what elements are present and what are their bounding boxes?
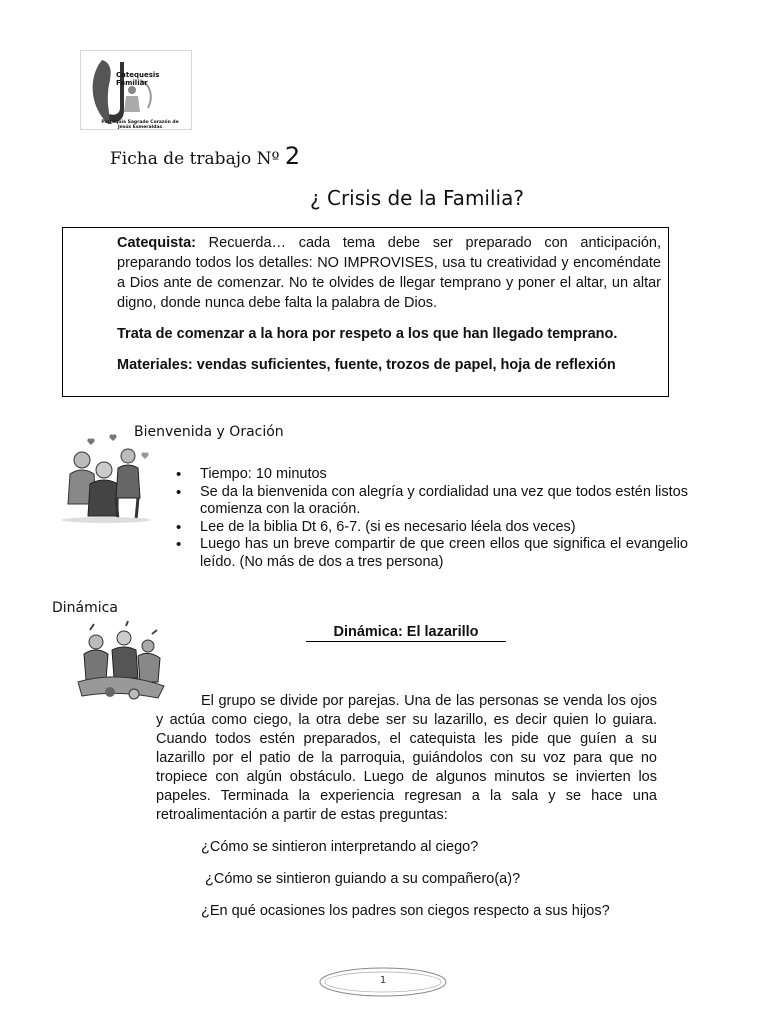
materials-note [117, 355, 661, 375]
worksheet-number: 2 [284, 142, 301, 170]
catequista-text: Recuerda… cada tema debe ser preparado con anticipación, preparando todos los detalles: NO IMPROVISES, usa tu creatividad y encoméndate a Dios ante de comenzar. No te olvides de llegar temprano y poner el altar, un altar digno, donde nunca debe falta la palabra de Dios. [117, 235, 661, 311]
list-item: • Se da la bienvenida con alegría y cordialidad una vez que todos estén listos comienza con la oración. [176, 484, 688, 519]
catequista-label: Catequista: [117, 235, 196, 251]
page-number-badge [318, 966, 448, 998]
dynamic-title: Dinámica: El lazarillo [306, 624, 506, 642]
welcome-people-image [52, 434, 160, 524]
welcome-list [176, 466, 688, 571]
welcome-heading: Bienvenida y Oración [134, 424, 284, 440]
question-item: ¿Cómo se sintieron guiando a su compañero(a)? [205, 871, 521, 887]
logo-graphic [80, 50, 192, 130]
instructions-content [117, 233, 661, 386]
page-title: ¿ Crisis de la Familia? [310, 186, 524, 210]
worksheet-label [110, 142, 300, 170]
worksheet-label-text: Ficha de trabajo Nº [110, 149, 280, 169]
logo-subtitle: Parroquia Sagrado Corazón de Jesús Esmeraldas [101, 120, 179, 130]
group-game-image [68, 620, 170, 704]
list-item: • Tiempo: 10 minutos [176, 466, 688, 484]
materials-text: Materiales: vendas suficientes, fuente, trozos de papel, hoja de reflexión [117, 357, 616, 373]
catequista-paragraph [117, 233, 661, 313]
dynamic-description: El grupo se divide por parejas. Una de las personas se venda los ojos y actúa como ciego, la otra debe ser su lazarillo, es decir quien lo guiara. Cuando todos estén preparados, el catequista les pide que guíen a su lazarillo por el patio de la parroquia, guiándolos con su voz para que no tropiece con algún obstáculo. Luego de algunos minutos se invierten los papeles. Terminada la experiencia regresan a la sala y se hace una retroalimentación a partir de estas preguntas: [156, 693, 657, 823]
logo-name: Catequesis Familiar [116, 71, 160, 87]
parish-logo [80, 50, 192, 130]
list-item: • Lee de la biblia Dt 6, 6-7. (si es necesario léela dos veces) [176, 519, 688, 537]
dynamic-clipart [68, 620, 170, 704]
instructions-box [62, 227, 669, 397]
punctuality-note [117, 324, 661, 344]
question-item: ¿En qué ocasiones los padres son ciegos respecto a sus hijos? [201, 903, 610, 919]
page-number: 1 [379, 975, 387, 986]
list-item: • Luego has un breve compartir de que creen ellos que significa el evangelio leído. (No más de dos a tres persona) [176, 536, 688, 571]
punctuality-text: Trata de comenzar a la hora por respeto a los que han llegado temprano. [117, 326, 618, 342]
dynamic-heading: Dinámica [52, 600, 118, 616]
question-item: ¿Cómo se sintieron interpretando al ciego? [201, 839, 479, 855]
welcome-clipart [52, 434, 160, 524]
